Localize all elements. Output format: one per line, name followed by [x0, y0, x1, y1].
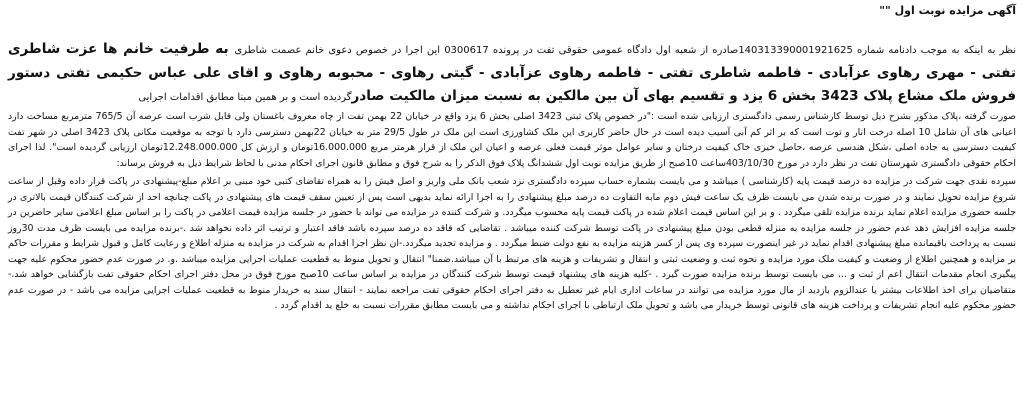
lead-names: به طرفیت خانم ها عزت شاطری تفتی - مهری رهاوی عزآبادی - فاطمه شاطری تفتی - فاطمه رهاوی عزآبادی - گیتی رهاوی - محبوبه رهاوی و اقای علی عباس حکیمی تفتی دستور فروش ملک مشاع پلاک 3423 بخش 6 یزد و تقسیم بهای آن بین مالکین به نسبت میزان مالکیت صادر	[8, 41, 1016, 104]
notice-lead-paragraph	[8, 38, 1016, 109]
property-description-paragraph: صورت گرفته ،پلاک مذکور بشرح ذیل توسط کارشناس رسمی دادگستری ارزیابی شده است :"در خصوص پلاک ثبتی 3423 اصلی بخش 6 یزد واقع در خیابان 22 بهمن تفت از چاه معروف باغستان ولی قابل شرب است عرصه آن 765/5 مترمربع مساحت دارد اعیانی های آن شامل 10 اصله درخت انار و توت است که بر اثر کم آبی آسیب دیده است در حال حاضر کاربری این ملک کشاورزی است این ملک در طول 29/5 متر به خیابان 22بهمن دسترسی دارد با توجه به موقعیت مکانی پلاک 3423 اصلی در شهر تفت کیفیت دسترسی به جاده اصلی ،شکل هندسی عرصه ،حاصل خیزی خاک کیفیت درختان و سایر عوامل موثر قیمت فعلی عرصه و اعیان این ملک از قرار هرمتر مربع 16.000.000تومان و ارزش کل 12.248.000.000تومان ارزیابی گردیده است". لذا اجرای احکام حقوقی دادگستری شهرستان تفت در نظر دارد در مورخ 403/10/30ساعت 10صبح از طریق مزایده نوبت اول ششدانگ پلاک فوق الذکر را به شرح فوق و مطابق قانون اجرای احکام مدنی با لحاظ شرایط ذیل به فروش برساند:	[8, 111, 1016, 169]
auction-conditions-paragraph: سپرده نقدی جهت شرکت در مزایده ده درصد قیمت پایه (کارشناسی ) میباشد و می بایست بشماره حساب سپرده دادگستری نزد شعب بانک ملی واریز و اصل فیش را به همراه تقاضای کتبی خود مبنی بر اعلام مبلغ-پیشنهادی در پاکت قرار داده وقبل از ساعت شروع مزایده تحویل نمایند و در صورت برنده شدن می بایست ظرف یک ساعت فیش دوم مابه التفاوت ده درصد مبلغ پیشنهادی را به اجرا ارائه نماید بدیهی است پس از تعیین سقف قیمت های پیشنهادی در پاکت چنانچه احد از شرکت کنندگان قیمت بالاتری در جلسه حضوری مزایده اعلام نماید برنده مزایده تلقی میگردد . و بر این اساس قیمت اعلام شده در پاکت قیمت پایه محسوب میگردد. و شرکت کننده در مزایده می تواند با حضور در جلسه مزایده قیمت اعلامی در پاکت را بر اساس مبلغ اعلامی سایر حاضرین در جلسه مزایده افزایش دهد عدم حضور در جلسه مزایده به منزله قطعی بودن مبلغ پیشنهادی در پاکت توسط شرکت کننده میباشد . تقاضایی که فاقد ده درصد سپرده باشد فاقد اعتبار و ترتیب اثر داده نخواهد شد .-برنده مزایده می بایست ظرف مدت 30روز نسبت به پرداخت باقیمانده مبلغ پیشنهادی اقدام نماید در غیر اینصورت سپرده وی پس از کسر هزینه مزایده به نفع دولت ضبط میگردد . و مزایده تجدید میگردد.-ان نظر اجرا اقدام به شرکت در مزایده به منزله اطلاع و رعایت کامل و قبول شرایط و مقررات حاکم بر مزایده و همچنین اطلاع از وضعیت و کیفیت ملک مورد مزایده و نحوه ثبت و وضعیت ثبتی و انتقال و تشریفات و هزینه های مرتبط با آن میباشد.ضمنا" انتقال و تحویل منوط به قطعیت عملیات اجرایی مزایده میباشد .و. در صورت عدم حضور محکوم علیه جهت پیگیری انجام مقدمات انتقال اعم از ثبت و ... می بایست توسط برنده مزایده صورت گیرد . -کلیه هزینه های پیشنهاد قیمت توسط شرکت کنندگان در مزایده بر اساس ساعت 10صبح مورخ فوق در محل دفتر اجرای احکام حقوقی تفت بازگشایی خواهد شد.-متقاضیان برای اخذ اطلاعات بیشتر یا عندالزوم بازدید از مال مورد مزایده می توانند در ساعات اداری ایام غیر تعطیل به دفتر اجرای احکام حقوقی تفت مراجعه نمایند - انتقال سند به خریدار منوط به قطعیت عملیات اجرایی مزایده می باشد - در صورت عدم حضور محکوم علیه انجام تشریفات و پرداخت هزینه های قانونی توسط خریدار می باشد و تحویل ملک ارتباطی با اجرای احکام نداشته و می بایست مطابق مقررات نسبت به خلع ید اقدام گردد .	[8, 176, 1016, 311]
lead-intro: نظر به اینکه به موجب دادنامه شماره 140313390001921625صادره از شعبه اول دادگاه عمومی حقوقی تفت در پرونده 0300617 این اجرا در خصوص دعوی خانم عصمت شاطری	[234, 45, 1016, 56]
notice-title: آگهی مزایده نوبت اول ""	[879, 4, 1016, 17]
lead-outro: گردیده است و بر همین مبنا مطابق اقدامات اجرایی	[138, 92, 352, 103]
